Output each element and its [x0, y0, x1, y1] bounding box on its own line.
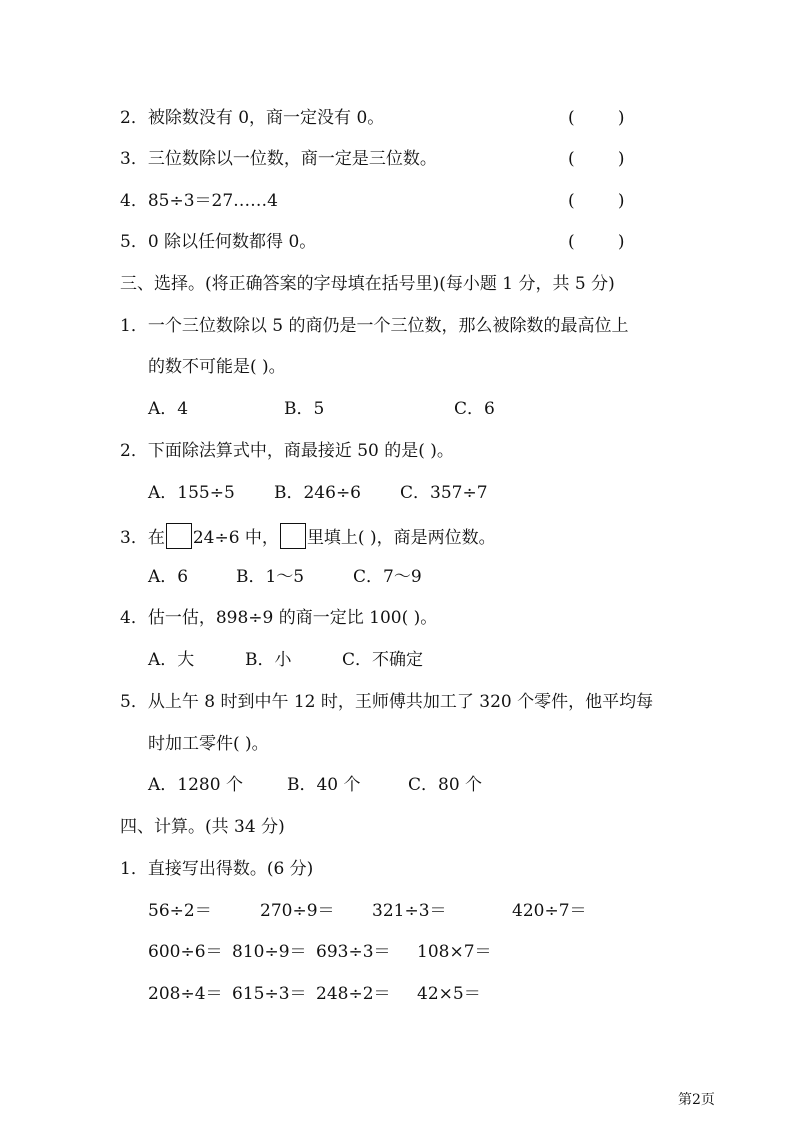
judge-item-4: 4．85÷3＝27……4 — [120, 191, 278, 211]
choice-q3 — [120, 523, 496, 550]
calc-expression: 108×7＝ — [417, 942, 492, 962]
choice-q2-option-a[interactable]: A．155÷5 — [148, 483, 235, 503]
calc-expression: 248÷2＝ — [316, 984, 391, 1004]
answer-blank-judge-5[interactable]: ( ) — [568, 232, 625, 252]
choice-q3-option-c[interactable]: C．7～9 — [353, 567, 422, 587]
answer-blank-judge-3[interactable]: ( ) — [568, 149, 625, 169]
calc-expression: 270÷9＝ — [260, 901, 335, 921]
choice-q5-option-a[interactable]: A．1280 个 — [148, 775, 243, 795]
choice-q4-option-a[interactable]: A．大 — [148, 650, 195, 670]
section-3-title: 三、选择。(将正确答案的字母填在括号里)(每小题 1 分，共 5 分) — [120, 274, 615, 294]
choice-q2-option-b[interactable]: B．246÷6 — [274, 483, 362, 503]
calc-expression: 208÷4＝ — [148, 984, 223, 1004]
fill-box[interactable] — [280, 523, 306, 549]
choice-q3-option-a[interactable]: A．6 — [148, 567, 189, 587]
choice-q1-line2: 的数不可能是( )。 — [148, 357, 286, 377]
judge-item-5: 5．0 除以任何数都得 0。 — [120, 232, 317, 252]
answer-blank-judge-2[interactable]: ( ) — [568, 108, 625, 128]
choice-q4-option-c[interactable]: C．不确定 — [342, 650, 424, 670]
calc-q1-title: 1．直接写出得数。(6 分) — [120, 859, 314, 879]
judge-item-2: 2．被除数没有 0，商一定没有 0。 — [120, 108, 385, 128]
choice-q1-line1: 1．一个三位数除以 5 的商仍是一个三位数，那么被除数的最高位上 — [120, 316, 629, 336]
choice-q2: 2．下面除法算式中，商最接近 50 的是( )。 — [120, 441, 454, 461]
calc-expression: 42×5＝ — [417, 984, 481, 1004]
calc-expression: 693÷3＝ — [316, 942, 391, 962]
choice-q1-option-b[interactable]: B．5 — [284, 399, 325, 419]
calc-expression: 56÷2＝ — [148, 901, 212, 921]
choice-q3-prefix: 3．在 — [120, 528, 165, 548]
choice-q5-option-b[interactable]: B．40 个 — [287, 775, 361, 795]
calc-expression: 321÷3＝ — [372, 901, 447, 921]
choice-q5-line2: 时加工零件( )。 — [148, 734, 269, 754]
answer-blank-judge-4[interactable]: ( ) — [568, 191, 625, 211]
choice-q3-mid1: 24÷6 中， — [192, 528, 279, 548]
choice-q2-option-c[interactable]: C．357÷7 — [400, 483, 488, 503]
page-number: 第2页 — [678, 1092, 715, 1108]
choice-q1-option-c[interactable]: C．6 — [454, 399, 495, 419]
choice-q4-option-b[interactable]: B．小 — [245, 650, 292, 670]
choice-q5-line1: 5．从上午 8 时到中午 12 时，王师傅共加工了 320 个零件，他平均每 — [120, 692, 654, 712]
section-4-title: 四、计算。(共 34 分) — [120, 817, 285, 837]
calc-expression: 600÷6＝ — [148, 942, 223, 962]
choice-q4: 4．估一估，898÷9 的商一定比 100( )。 — [120, 608, 438, 628]
choice-q1-option-a[interactable]: A．4 — [148, 399, 189, 419]
calc-expression: 810÷9＝ — [232, 942, 307, 962]
judge-item-3: 3．三位数除以一位数，商一定是三位数。 — [120, 149, 437, 169]
calc-expression: 420÷7＝ — [512, 901, 587, 921]
calc-expression: 615÷3＝ — [232, 984, 307, 1004]
choice-q5-option-c[interactable]: C．80 个 — [408, 775, 483, 795]
choice-q3-mid2: 里填上( )，商是两位数。 — [306, 528, 496, 548]
fill-box[interactable] — [166, 523, 192, 549]
choice-q3-option-b[interactable]: B．1～5 — [236, 567, 305, 587]
